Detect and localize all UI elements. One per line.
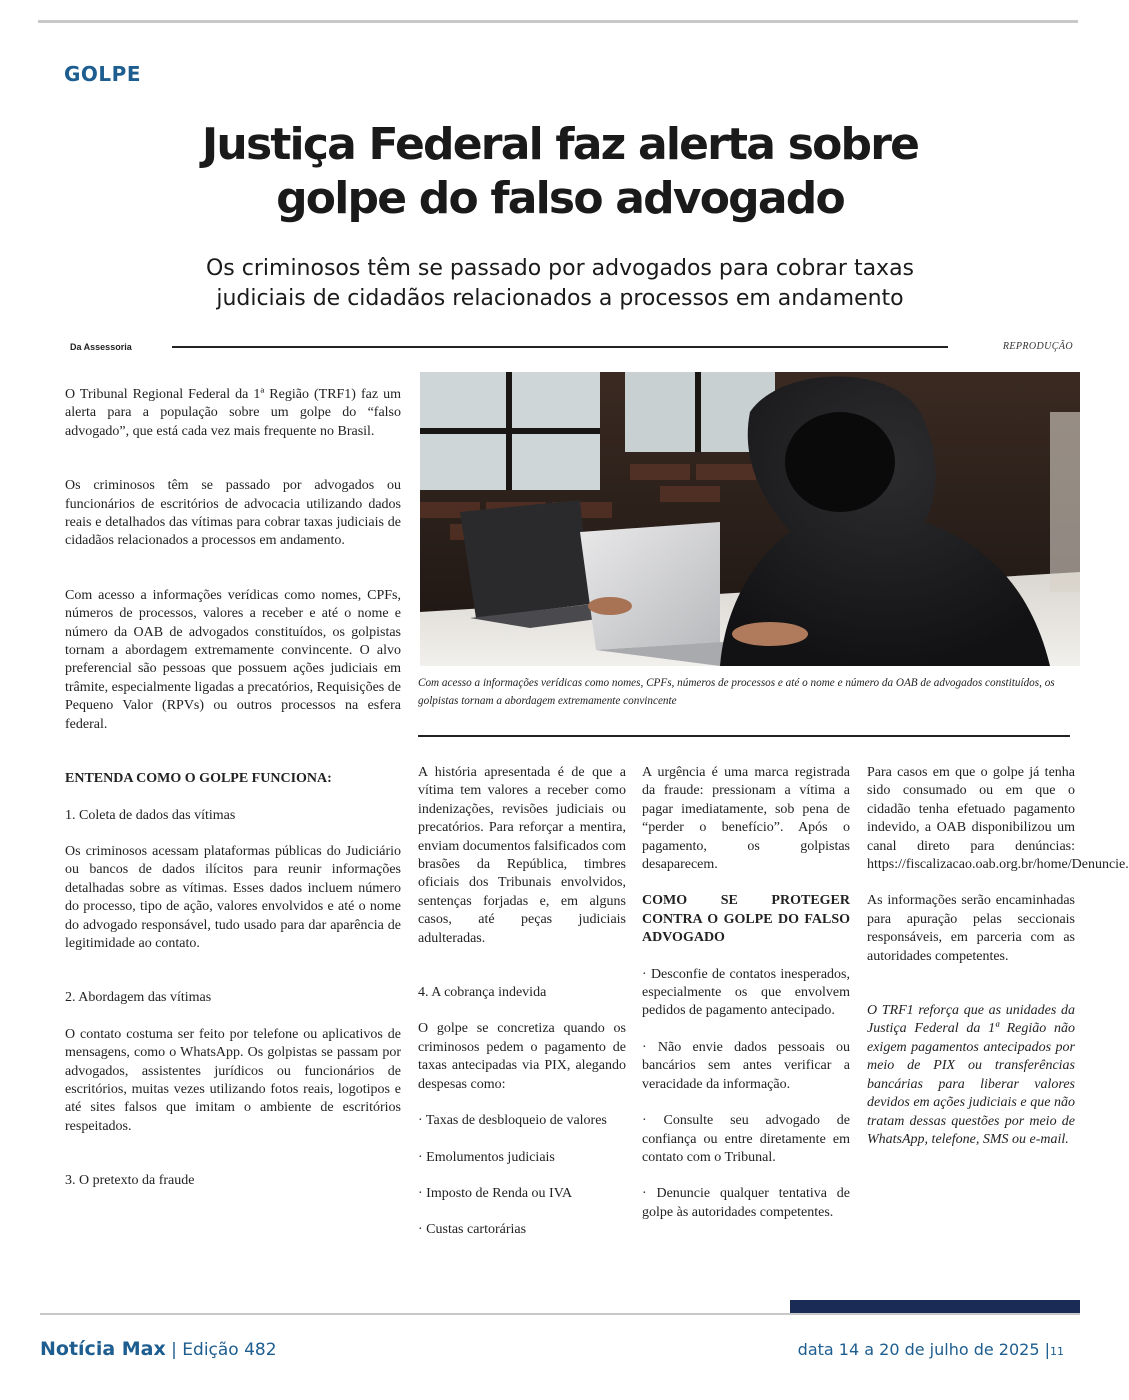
subheadline-line-1: Os criminosos têm se passado por advogados para cobrar taxas	[205, 256, 915, 281]
photo-credit: REPRODUÇÃO	[1002, 341, 1073, 352]
paragraph: Com acesso a informações verídicas como nomes, CPFs, números de processos, valores a receber e até o nome e número da OAB de advogados constituídos, os golpistas tornam a abordagem extremamente convincente. O alvo preferencial são pessoas que possuem ações judiciais em trâmite, especialmente ligadas a precatórios, Requisições de Pequeno Valor (RPVs) ou outros processos na esfera federal.	[65, 587, 401, 732]
list-item: · Não envie dados pessoais ou bancários sem antes verificar a veracidade da informação.	[642, 1039, 850, 1092]
article-column-4	[867, 764, 1129, 1149]
paragraph: Para casos em que o golpe já tenha sido consumado ou em que o cidadão tenha efetuado pagamento indevido, a OAB disponibilizou um canal direto para denúncias: https://fiscalizacao.oab.org.br/home/Denuncie.	[867, 765, 1129, 873]
list-item: · Denuncie qualquer tentativa de golpe às autoridades competentes.	[642, 1186, 850, 1220]
step-heading: 3. O pretexto da fraude	[65, 1173, 195, 1189]
section-label: GOLPE	[64, 62, 141, 86]
list-item: · Desconfie de contatos inesperados, especialmente os que envolvem pedidos de pagamento antecipado.	[642, 966, 850, 1019]
article-column-3	[642, 764, 850, 1222]
paragraph: A urgência é uma marca registrada da fraude: pressionam a vítima a pagar imediatamente, sob pena de “perder o benefício”. Após o pagamento, os golpistas desaparecem.	[642, 765, 850, 873]
paragraph: Os criminosos têm se passado por advogados ou funcionários de escritórios de advocacia utilizando dados reais e detalhados das vítimas para cobrar taxas judiciais de cidadãos relacionados a processos em andamento.	[65, 478, 401, 549]
publication-name: Notícia Max	[40, 1338, 166, 1360]
subheadline	[100, 254, 1020, 314]
headline-line-2: golpe do falso advogado	[276, 173, 844, 224]
top-rule	[38, 20, 1078, 23]
article-photo	[420, 372, 1080, 666]
paragraph: O golpe se concretiza quando os criminosos pedem o pagamento de taxas antecipadas via PIX, alegando despesas como:	[418, 1021, 626, 1092]
list-item: · Emolumentos judiciais	[418, 1149, 555, 1165]
section-heading: COMO SE PROTEGER CONTRA O GOLPE DO FALSO ADVOGADO	[642, 893, 850, 946]
closing-note: O TRF1 reforça que as unidades da Justiça Federal da 1ª Região não exigem pagamentos antecipados por meio de PIX ou transferências bancárias para liberar valores devidos em ações judiciais e que não tratam dessas questões por meio de WhatsApp, telefone, SMS ou e-mail.	[867, 1003, 1075, 1147]
issue-date: data 14 a 20 de julho de 2025 |	[797, 1340, 1050, 1359]
photo-caption: Com acesso a informações verídicas como nomes, CPFs, números de processos e até o nome e número da OAB de advogados constituídos, os golpistas tornam a abordagem extremamente convincente	[418, 677, 1055, 707]
list-item: · Custas cartorárias	[418, 1222, 527, 1238]
subheadline-line-2: judiciais de cidadãos relacionados a processos em andamento	[216, 286, 904, 311]
footer-date	[798, 1340, 1064, 1359]
hacker-laptop-photo	[420, 372, 1080, 666]
page-number: 11	[1050, 1345, 1064, 1358]
headline-line-1: Justiça Federal faz alerta sobre	[201, 119, 919, 170]
paragraph: A história apresentada é de que a vítima tem valores a receber como indenizações, revisões judiciais ou precatórios. Para reforçar a mentira, enviam documentos falsificados com brasões da República, timbres oficiais dos Tribunais envolvidos, sentenças forjadas e, em alguns casos, até peças judiciais adulteradas.	[418, 765, 626, 946]
caption-rule	[418, 735, 1070, 737]
list-item: · Consulte seu advogado de confiança ou entre diretamente em contato com o Tribunal.	[642, 1113, 850, 1165]
paragraph: As informações serão encaminhadas para apuração pelas seccionais responsáveis, em parceria com as autoridades competentes.	[867, 893, 1075, 964]
footer-publication	[40, 1338, 277, 1360]
list-item: · Imposto de Renda ou IVA	[418, 1185, 573, 1201]
headline	[60, 118, 1060, 226]
article-column-2	[418, 764, 626, 1240]
article-column-left	[65, 386, 401, 1191]
step-heading: 2. Abordagem das vítimas	[65, 990, 212, 1006]
byline-rule	[172, 346, 948, 348]
paragraph: O contato costuma ser feito por telefone ou aplicativos de mensagens, como o WhatsApp. Os golpistas se passam por advogados, assistentes jurídicos ou funcionários de escritórios, muitas vezes utilizando fotos reais, logotipos e até sites falsos que imitam o ambiente de escritórios respeitados.	[65, 1026, 401, 1134]
paragraph: Os criminosos acessam plataformas públicas do Judiciário ou bancos de dados ilícitos para reunir informações detalhadas sobre as vítimas. Esses dados incluem número do processo, tipo de ação, valores envolvidos e até o nome do advogado responsável, tudo usado para dar aparência de legitimidade ao contato.	[65, 843, 401, 951]
step-heading: 4. A cobrança indevida	[418, 985, 547, 1001]
section-heading: ENTENDA COMO O GOLPE FUNCIONA:	[65, 771, 332, 787]
paragraph: O Tribunal Regional Federal da 1ª Região (TRF1) faz um alerta para a população sobre um golpe do “falso advogado”, que está cada vez mais frequente no Brasil.	[65, 387, 401, 439]
footer-accent-bar	[790, 1300, 1080, 1314]
step-heading: 1. Coleta de dados das vítimas	[65, 807, 236, 823]
edition-number: | Edição 482	[165, 1340, 277, 1360]
footer-rule	[40, 1313, 1080, 1315]
byline: Da Assessoria	[70, 342, 132, 352]
list-item: · Taxas de desbloqueio de valores	[418, 1113, 607, 1129]
